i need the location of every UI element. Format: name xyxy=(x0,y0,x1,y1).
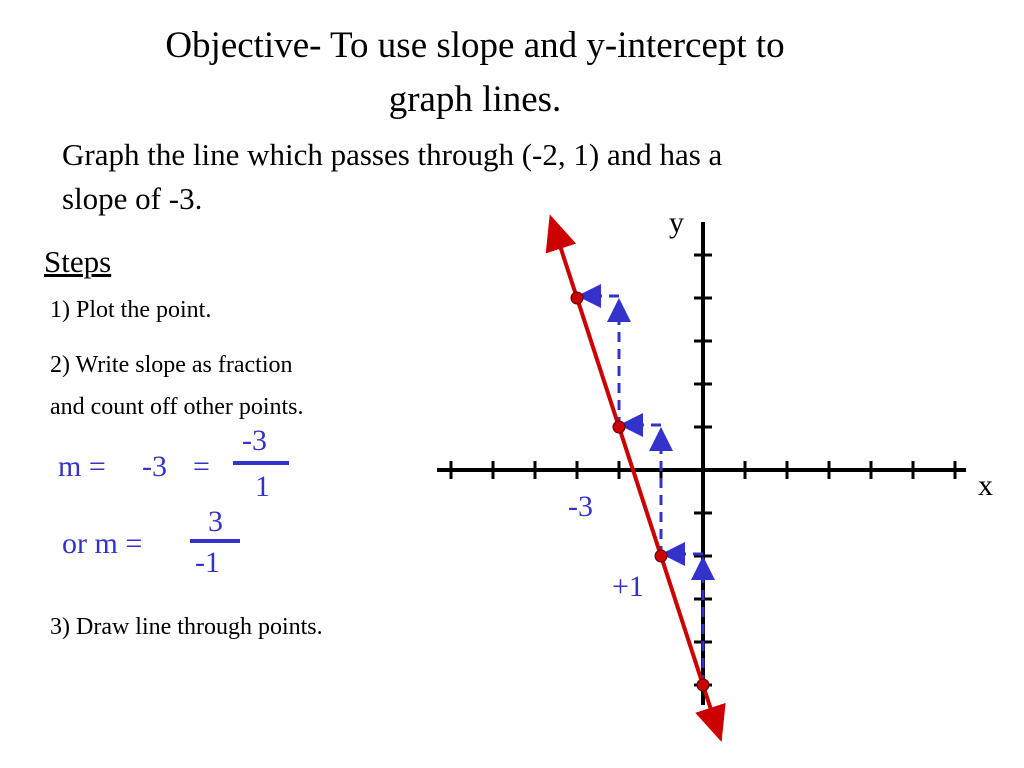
slope-equation-lhs: m = xyxy=(58,450,106,483)
graph-point xyxy=(697,679,709,691)
fraction-1-numerator: -3 xyxy=(242,424,267,457)
page-title-line-2: graph lines. xyxy=(388,79,562,120)
graph-point xyxy=(571,292,583,304)
slope-equation-equals: = xyxy=(193,450,210,483)
graph-point xyxy=(613,421,625,433)
step-2-text-line-1: 2) Write slope as fraction xyxy=(50,352,293,378)
run-label-2: +1 xyxy=(612,570,644,603)
fraction-2-numerator: 3 xyxy=(208,505,223,538)
step-2-text-line-2: and count off other points. xyxy=(50,394,304,420)
graph-point xyxy=(655,550,667,562)
alt-slope-equation-lhs: or m = xyxy=(62,527,143,560)
run-label-1: -3 xyxy=(568,490,593,523)
step-1-text: 1) Plot the point. xyxy=(50,297,212,323)
slope-equation-value: -3 xyxy=(142,450,167,483)
x-axis-label: x xyxy=(978,469,993,502)
step-3-text: 3) Draw line through points. xyxy=(50,614,323,640)
steps-heading: Steps xyxy=(44,244,112,279)
page-title-line-1: Objective- To use slope and y-intercept to xyxy=(165,25,785,66)
problem-statement-line-2: slope of -3. xyxy=(62,181,203,216)
problem-statement-line-1: Graph the line which passes through (-2, 1) and has a xyxy=(62,137,723,172)
y-axis-label: y xyxy=(669,206,684,239)
fraction-1-denominator: 1 xyxy=(255,470,270,503)
fraction-2-denominator: -1 xyxy=(195,546,220,579)
